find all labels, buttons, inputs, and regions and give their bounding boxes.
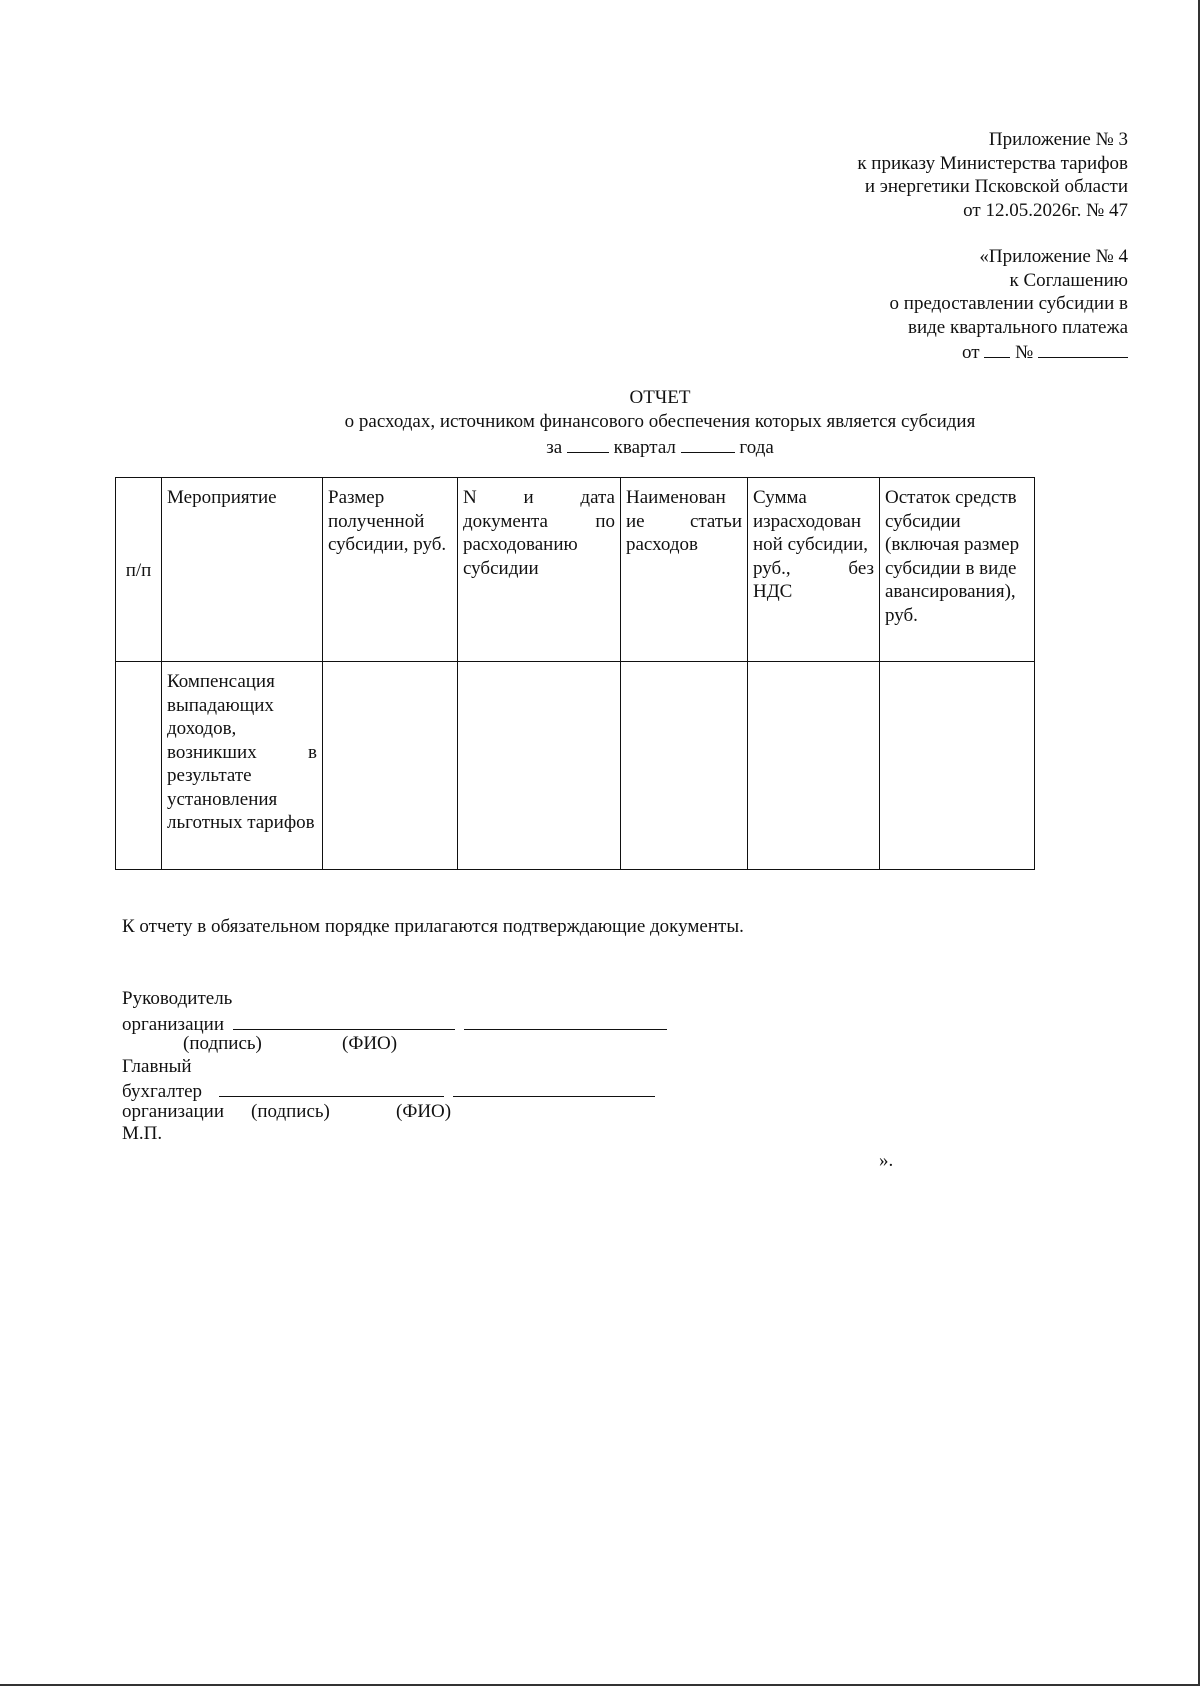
head-title-line: Руководитель bbox=[122, 988, 233, 1009]
annex-4-date-line bbox=[890, 339, 1128, 365]
report-subheading: о расходах, источником финансового обеспечения которых является субсидия bbox=[344, 411, 976, 432]
cell-spent bbox=[748, 662, 880, 870]
annex-3-line: и энергетики Псковской области bbox=[864, 176, 1128, 197]
signature-block bbox=[122, 988, 667, 1146]
annex-4-line: о предоставлении субсидии в bbox=[889, 293, 1128, 314]
quarter-blank bbox=[567, 434, 609, 453]
table-row bbox=[116, 662, 1035, 870]
header-num: п/п bbox=[116, 478, 162, 662]
number-sign: № bbox=[1015, 342, 1034, 363]
attachments-note: К отчету в обязательном порядке прилагаются подтверждающие документы. bbox=[122, 916, 744, 937]
annex-4-line: «Приложение № 4 bbox=[979, 246, 1128, 267]
date-prefix: от bbox=[962, 342, 980, 363]
cell-event: Компенсация выпадающих доходов, возникших в результате установления льготных тарифов bbox=[162, 662, 323, 870]
header-event: Мероприятие bbox=[162, 478, 323, 662]
cell-num bbox=[116, 662, 162, 870]
cell-expense-item bbox=[621, 662, 748, 870]
cell-received bbox=[323, 662, 458, 870]
accountant-name-blank bbox=[453, 1078, 655, 1097]
closing-quote: ». bbox=[879, 1150, 894, 1171]
year-blank bbox=[681, 434, 735, 453]
table-header-row bbox=[116, 478, 1035, 662]
stamp-place: М.П. bbox=[122, 1123, 163, 1144]
number-blank bbox=[1038, 339, 1128, 358]
annex-4-line: виде квартального платежа bbox=[907, 316, 1128, 338]
head-name-blank bbox=[464, 1011, 667, 1030]
report-table bbox=[115, 477, 1035, 870]
header-document: N и дата документа по расходованию субсидии bbox=[458, 478, 621, 662]
header-balance: Остаток средств субсидии (включая размер субсидии в виде авансирования), руб. bbox=[880, 478, 1035, 662]
annex-3-line: Приложение № 3 bbox=[988, 129, 1128, 150]
cell-document bbox=[458, 662, 621, 870]
date-blank bbox=[984, 339, 1010, 358]
cell-balance bbox=[880, 662, 1035, 870]
accountant-labels-line: организации (подпись) (ФИО) bbox=[122, 1100, 452, 1122]
annex-3-line: к приказу Министерства тарифов bbox=[857, 152, 1128, 174]
accountant-signature-blank bbox=[219, 1078, 444, 1097]
header-spent: Сумма израсходован ной субсидии, руб., без НДС bbox=[748, 478, 880, 662]
accountant-title-line: Главный bbox=[122, 1055, 192, 1077]
report-period: за квартал года bbox=[0, 434, 1200, 460]
accountant-signature-line: бухгалтер bbox=[122, 1078, 667, 1101]
header-expense-item: Наименован ие статьи расходов bbox=[621, 478, 748, 662]
annex-4-line: к Соглашению bbox=[1009, 269, 1128, 291]
annex-3-header bbox=[857, 128, 1128, 222]
report-title bbox=[0, 386, 1200, 460]
annex-4-header bbox=[890, 245, 1128, 365]
head-labels-line: (подпись) (ФИО) bbox=[183, 1033, 398, 1054]
head-signature-line: организации bbox=[122, 1011, 667, 1034]
head-signature-blank bbox=[233, 1011, 455, 1030]
report-heading: ОТЧЕТ bbox=[629, 387, 691, 408]
annex-3-line: от 12.05.2026г. № 47 bbox=[963, 199, 1128, 221]
header-received: Размер полученной субсидии, руб. bbox=[323, 478, 458, 662]
